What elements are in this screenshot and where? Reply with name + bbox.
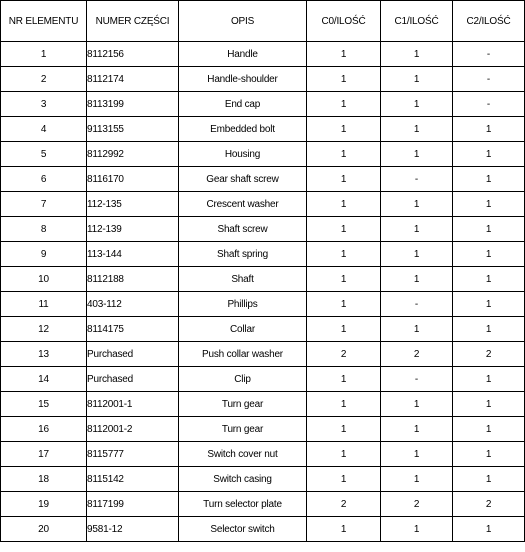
description-cell: Embedded bolt xyxy=(179,117,307,142)
part-no-cell: Purchased xyxy=(87,367,179,392)
table-body xyxy=(1,42,525,542)
table-row xyxy=(1,142,525,167)
qty-c1-cell: 1 xyxy=(381,142,453,167)
table-header xyxy=(1,1,525,42)
part-no-cell: 9581-12 xyxy=(87,517,179,542)
part-no-cell: 8112188 xyxy=(87,267,179,292)
qty-c2-cell: 1 xyxy=(453,392,525,417)
description-cell: Shaft screw xyxy=(179,217,307,242)
item-no-cell: 17 xyxy=(1,442,87,467)
item-no-cell: 5 xyxy=(1,142,87,167)
qty-c0-cell: 2 xyxy=(307,342,381,367)
table-row xyxy=(1,367,525,392)
qty-c1-cell: 1 xyxy=(381,117,453,142)
table-row xyxy=(1,217,525,242)
part-no-cell: 8112156 xyxy=(87,42,179,67)
part-no-cell: 8113199 xyxy=(87,92,179,117)
description-cell: Push collar washer xyxy=(179,342,307,367)
header-item-no: NR ELEMENTU xyxy=(1,1,87,42)
header-part-no: NUMER CZĘŚCI xyxy=(87,1,179,42)
qty-c2-cell: 2 xyxy=(453,492,525,517)
qty-c2-cell: 2 xyxy=(453,342,525,367)
qty-c1-cell: 1 xyxy=(381,242,453,267)
part-no-cell: 8112174 xyxy=(87,67,179,92)
description-cell: Turn selector plate xyxy=(179,492,307,517)
qty-c0-cell: 1 xyxy=(307,317,381,342)
item-no-cell: 2 xyxy=(1,67,87,92)
qty-c1-cell: 1 xyxy=(381,217,453,242)
item-no-cell: 7 xyxy=(1,192,87,217)
qty-c0-cell: 1 xyxy=(307,217,381,242)
qty-c2-cell: 1 xyxy=(453,217,525,242)
table-row xyxy=(1,342,525,367)
qty-c1-cell: 1 xyxy=(381,442,453,467)
table-row xyxy=(1,442,525,467)
table-row xyxy=(1,292,525,317)
part-no-cell: Purchased xyxy=(87,342,179,367)
qty-c2-cell: 1 xyxy=(453,317,525,342)
qty-c0-cell: 1 xyxy=(307,517,381,542)
qty-c0-cell: 1 xyxy=(307,192,381,217)
table-row xyxy=(1,67,525,92)
item-no-cell: 11 xyxy=(1,292,87,317)
qty-c0-cell: 1 xyxy=(307,292,381,317)
header-row xyxy=(1,1,525,42)
qty-c1-cell: 1 xyxy=(381,42,453,67)
qty-c0-cell: 1 xyxy=(307,392,381,417)
table-row xyxy=(1,167,525,192)
part-no-cell: 113-144 xyxy=(87,242,179,267)
qty-c2-cell: 1 xyxy=(453,467,525,492)
item-no-cell: 15 xyxy=(1,392,87,417)
part-no-cell: 403-112 xyxy=(87,292,179,317)
qty-c1-cell: 1 xyxy=(381,92,453,117)
description-cell: Switch cover nut xyxy=(179,442,307,467)
qty-c1-cell: - xyxy=(381,367,453,392)
part-no-cell: 112-139 xyxy=(87,217,179,242)
qty-c2-cell: 1 xyxy=(453,167,525,192)
part-no-cell: 8115142 xyxy=(87,467,179,492)
item-no-cell: 18 xyxy=(1,467,87,492)
qty-c2-cell: 1 xyxy=(453,417,525,442)
item-no-cell: 14 xyxy=(1,367,87,392)
item-no-cell: 13 xyxy=(1,342,87,367)
qty-c0-cell: 1 xyxy=(307,92,381,117)
item-no-cell: 16 xyxy=(1,417,87,442)
part-no-cell: 112-135 xyxy=(87,192,179,217)
description-cell: Collar xyxy=(179,317,307,342)
qty-c2-cell: 1 xyxy=(453,192,525,217)
item-no-cell: 9 xyxy=(1,242,87,267)
qty-c0-cell: 1 xyxy=(307,442,381,467)
qty-c2-cell: 1 xyxy=(453,292,525,317)
table-row xyxy=(1,317,525,342)
table-row xyxy=(1,517,525,542)
description-cell: Clip xyxy=(179,367,307,392)
qty-c1-cell: 1 xyxy=(381,267,453,292)
qty-c1-cell: 1 xyxy=(381,67,453,92)
item-no-cell: 12 xyxy=(1,317,87,342)
item-no-cell: 19 xyxy=(1,492,87,517)
description-cell: Shaft xyxy=(179,267,307,292)
description-cell: Crescent washer xyxy=(179,192,307,217)
table-row xyxy=(1,417,525,442)
description-cell: Handle-shoulder xyxy=(179,67,307,92)
description-cell: Turn gear xyxy=(179,417,307,442)
qty-c2-cell: - xyxy=(453,42,525,67)
part-no-cell: 9113155 xyxy=(87,117,179,142)
qty-c1-cell: 1 xyxy=(381,317,453,342)
table-row xyxy=(1,242,525,267)
table-row xyxy=(1,92,525,117)
qty-c1-cell: 2 xyxy=(381,492,453,517)
qty-c2-cell: 1 xyxy=(453,517,525,542)
table-row xyxy=(1,392,525,417)
part-no-cell: 8114175 xyxy=(87,317,179,342)
header-qty-c1: C1/ILOŚĆ xyxy=(381,1,453,42)
table-row xyxy=(1,267,525,292)
part-no-cell: 8117199 xyxy=(87,492,179,517)
description-cell: Gear shaft screw xyxy=(179,167,307,192)
qty-c0-cell: 1 xyxy=(307,167,381,192)
description-cell: Switch casing xyxy=(179,467,307,492)
qty-c2-cell: 1 xyxy=(453,367,525,392)
qty-c1-cell: 2 xyxy=(381,342,453,367)
description-cell: Selector switch xyxy=(179,517,307,542)
description-cell: Turn gear xyxy=(179,392,307,417)
qty-c0-cell: 1 xyxy=(307,42,381,67)
qty-c2-cell: 1 xyxy=(453,267,525,292)
qty-c1-cell: 1 xyxy=(381,417,453,442)
description-cell: End cap xyxy=(179,92,307,117)
qty-c1-cell: 1 xyxy=(381,192,453,217)
qty-c0-cell: 1 xyxy=(307,242,381,267)
part-no-cell: 8115777 xyxy=(87,442,179,467)
qty-c2-cell: 1 xyxy=(453,242,525,267)
table-row xyxy=(1,42,525,67)
qty-c0-cell: 1 xyxy=(307,142,381,167)
part-no-cell: 8112992 xyxy=(87,142,179,167)
table-row xyxy=(1,192,525,217)
part-no-cell: 8112001-1 xyxy=(87,392,179,417)
qty-c0-cell: 1 xyxy=(307,67,381,92)
qty-c0-cell: 1 xyxy=(307,467,381,492)
description-cell: Handle xyxy=(179,42,307,67)
header-qty-c2: C2/ILOŚĆ xyxy=(453,1,525,42)
description-cell: Phillips xyxy=(179,292,307,317)
item-no-cell: 6 xyxy=(1,167,87,192)
qty-c1-cell: - xyxy=(381,167,453,192)
table-row xyxy=(1,492,525,517)
qty-c2-cell: 1 xyxy=(453,442,525,467)
table-row xyxy=(1,117,525,142)
qty-c0-cell: 1 xyxy=(307,417,381,442)
qty-c2-cell: - xyxy=(453,92,525,117)
item-no-cell: 4 xyxy=(1,117,87,142)
qty-c2-cell: - xyxy=(453,67,525,92)
part-no-cell: 8112001-2 xyxy=(87,417,179,442)
part-no-cell: 8116170 xyxy=(87,167,179,192)
qty-c0-cell: 1 xyxy=(307,367,381,392)
qty-c1-cell: 1 xyxy=(381,517,453,542)
qty-c0-cell: 1 xyxy=(307,117,381,142)
item-no-cell: 1 xyxy=(1,42,87,67)
item-no-cell: 10 xyxy=(1,267,87,292)
qty-c0-cell: 2 xyxy=(307,492,381,517)
qty-c2-cell: 1 xyxy=(453,117,525,142)
description-cell: Housing xyxy=(179,142,307,167)
qty-c0-cell: 1 xyxy=(307,267,381,292)
item-no-cell: 20 xyxy=(1,517,87,542)
qty-c1-cell: 1 xyxy=(381,392,453,417)
description-cell: Shaft spring xyxy=(179,242,307,267)
item-no-cell: 8 xyxy=(1,217,87,242)
header-description: OPIS xyxy=(179,1,307,42)
table-row xyxy=(1,467,525,492)
item-no-cell: 3 xyxy=(1,92,87,117)
qty-c2-cell: 1 xyxy=(453,142,525,167)
qty-c1-cell: 1 xyxy=(381,467,453,492)
qty-c1-cell: - xyxy=(381,292,453,317)
header-qty-c0: C0/ILOŚĆ xyxy=(307,1,381,42)
